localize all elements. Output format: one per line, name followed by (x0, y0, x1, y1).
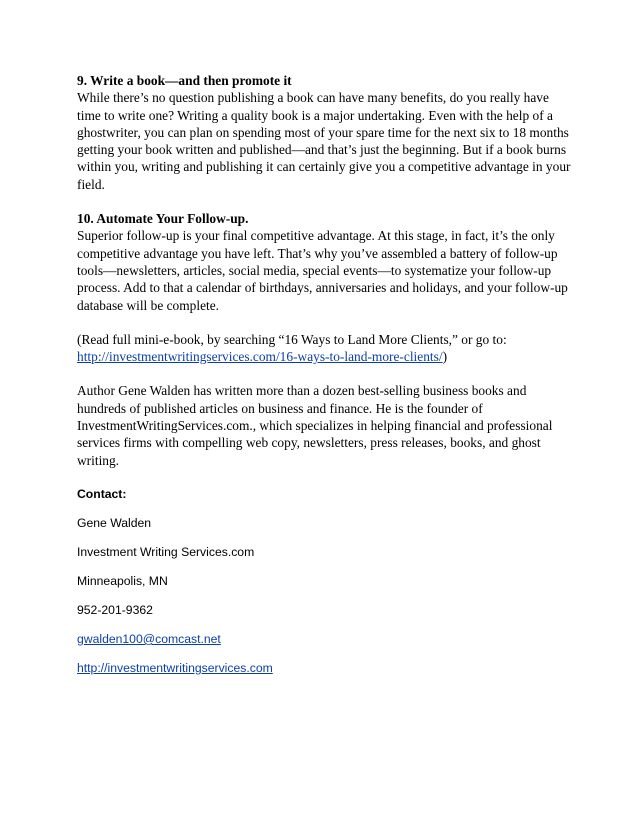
contact-location: Minneapolis, MN (77, 573, 168, 588)
section-9-heading: 9. Write a book—and then promote it (77, 73, 292, 88)
spacer (77, 314, 572, 331)
document-page (77, 72, 572, 676)
read-more-text: (Read full mini-e-book, by searching “16 Ways to Land More Clients,” or go to: (77, 331, 507, 347)
section-9-body: While there’s no question publishing a book can have many benefits, do you really have time to write one? Writing a quality book is a major undertaking. Even with the help of a ghostwriter, you can plan on spending most of your spare time for the next six to 18 months getting your book written and published—and that’s just the beginning. But if a book burns within you, writing and publishing it can certainly give you a competitive advantage in your field. (77, 90, 571, 192)
website-link[interactable]: http://investmentwritingservices.com (77, 660, 273, 675)
mini-ebook-link[interactable]: http://investmentwritingservices.com/16-ways-to-land-more-clients/ (77, 349, 443, 365)
read-more-close: ) (442, 349, 448, 365)
spacer (77, 618, 572, 631)
author-bio: Author Gene Walden has written more than a dozen best-selling business books and hundreds of published articles on business and finance. He is the founder of InvestmentWritingServices.com., which specializes in helping financial and professional services firms with compelling web copy, newsletters, press releases, books, and ghost writing. (77, 383, 553, 468)
section-10-body: Superior follow-up is your final competitive advantage. At this stage, in fact, it’s the only competitive advantage you have left. That’s why you’ve assembled a battery of follow-up tools—newsletters, articles, social media, special events—to systematize your follow-up process. Add to that a calendar of birthdays, anniversaries and holidays, and your follow-up database will be complete. (77, 228, 568, 313)
spacer (77, 469, 572, 486)
section-10-heading: 10. Automate Your Follow-up. (77, 211, 249, 227)
contact-label: Contact: (77, 486, 127, 501)
spacer (77, 560, 572, 573)
spacer (77, 531, 572, 544)
spacer (77, 647, 572, 660)
spacer (77, 502, 572, 515)
read-more-paragraph (77, 331, 572, 366)
contact-phone: 952-201-9362 (77, 602, 153, 617)
contact-website-row (77, 660, 572, 676)
spacer (77, 365, 572, 382)
email-link[interactable]: gwalden100@comcast.net (77, 631, 221, 646)
contact-company: Investment Writing Services.com (77, 544, 255, 559)
contact-email-row (77, 631, 572, 647)
contact-name: Gene Walden (77, 515, 152, 530)
spacer (77, 589, 572, 602)
spacer (77, 193, 572, 210)
